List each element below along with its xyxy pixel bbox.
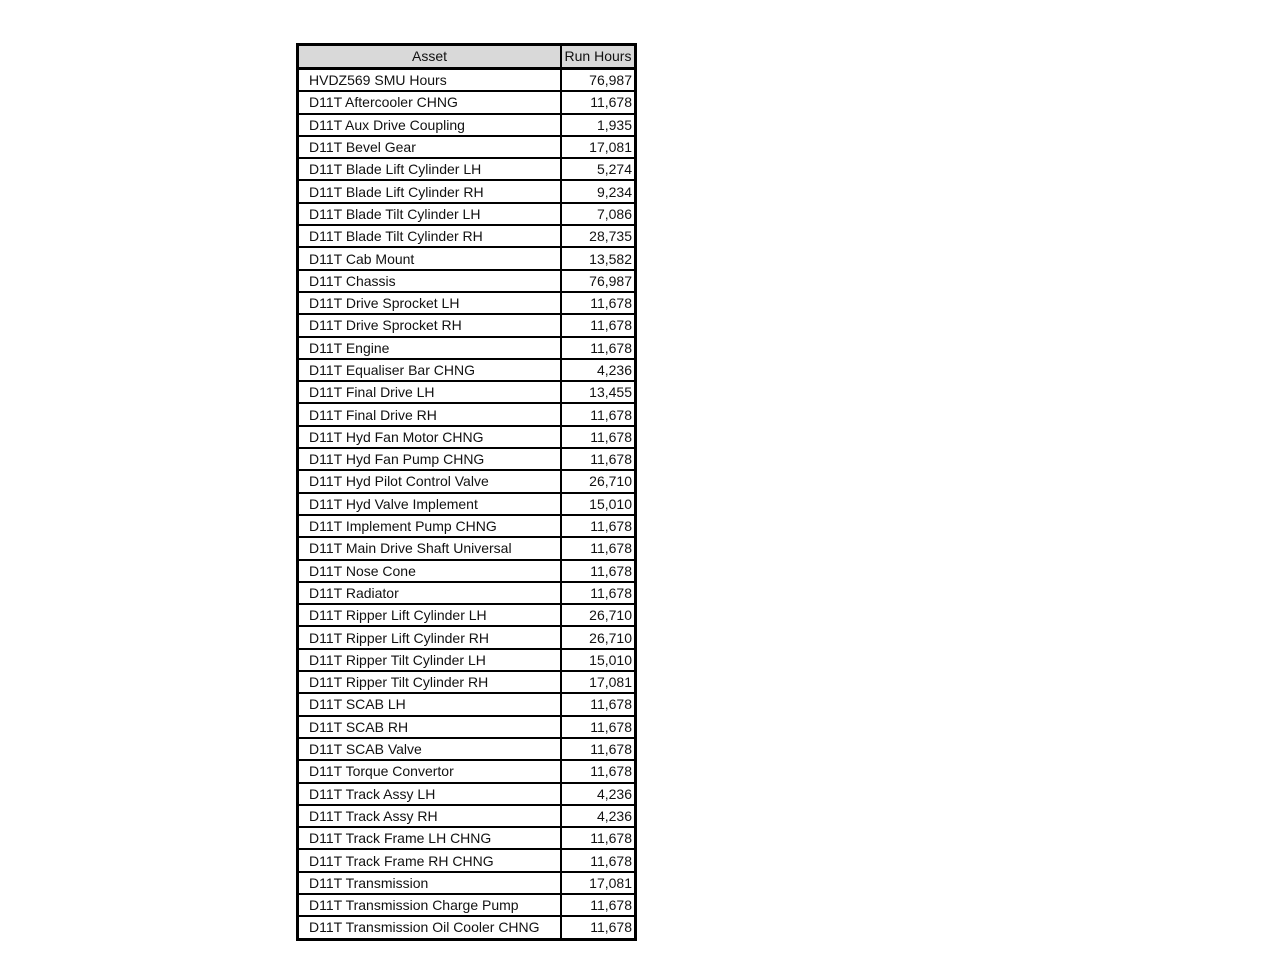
table-row xyxy=(299,470,634,492)
table-row xyxy=(299,270,634,292)
asset-cell: D11T SCAB Valve xyxy=(299,738,561,760)
run-hours-cell: 11,678 xyxy=(561,738,634,760)
asset-cell: D11T Chassis xyxy=(299,270,561,292)
run-hours-cell: 7,086 xyxy=(561,203,634,225)
run-hours-cell: 13,582 xyxy=(561,247,634,269)
table-row xyxy=(299,671,634,693)
run-hours-cell: 26,710 xyxy=(561,470,634,492)
table-row xyxy=(299,381,634,403)
asset-cell: D11T Final Drive LH xyxy=(299,381,561,403)
asset-cell: D11T Blade Lift Cylinder LH xyxy=(299,158,561,180)
run-hours-cell: 11,678 xyxy=(561,91,634,113)
run-hours-cell: 11,678 xyxy=(561,760,634,782)
asset-cell: D11T Final Drive RH xyxy=(299,403,561,425)
asset-cell: D11T Drive Sprocket RH xyxy=(299,314,561,336)
table-row xyxy=(299,693,634,715)
run-hours-cell: 5,274 xyxy=(561,158,634,180)
table-row xyxy=(299,448,634,470)
table-row xyxy=(299,738,634,760)
table-row xyxy=(299,426,634,448)
asset-cell: D11T Aux Drive Coupling xyxy=(299,114,561,136)
run-hours-cell: 4,236 xyxy=(561,359,634,381)
run-hours-cell: 1,935 xyxy=(561,114,634,136)
table-row xyxy=(299,582,634,604)
table-row xyxy=(299,493,634,515)
table-row xyxy=(299,114,634,136)
asset-cell: D11T Main Drive Shaft Universal xyxy=(299,537,561,559)
table-row xyxy=(299,916,634,937)
run-hours-cell: 11,678 xyxy=(561,314,634,336)
asset-cell: D11T Hyd Fan Motor CHNG xyxy=(299,426,561,448)
table-row xyxy=(299,69,634,92)
table-row xyxy=(299,515,634,537)
asset-column-header: Asset xyxy=(299,46,561,69)
asset-cell: D11T Ripper Tilt Cylinder RH xyxy=(299,671,561,693)
run-hours-cell: 11,678 xyxy=(561,448,634,470)
asset-cell: D11T Engine xyxy=(299,337,561,359)
table-row xyxy=(299,872,634,894)
table-row xyxy=(299,91,634,113)
table-row xyxy=(299,225,634,247)
asset-cell: D11T Hyd Pilot Control Valve xyxy=(299,470,561,492)
run-hours-cell: 76,987 xyxy=(589,72,632,89)
asset-cell: D11T Blade Lift Cylinder RH xyxy=(299,180,561,202)
asset-cell: D11T Equaliser Bar CHNG xyxy=(299,359,561,381)
table-row xyxy=(299,604,634,626)
asset-cell: D11T Ripper Lift Cylinder RH xyxy=(299,626,561,648)
run-hours-cell: 11,678 xyxy=(561,894,634,916)
asset-cell: D11T Ripper Lift Cylinder LH xyxy=(299,604,561,626)
run-hours-cell: 11,678 xyxy=(561,582,634,604)
asset-cell: D11T Implement Pump CHNG xyxy=(299,515,561,537)
run-hours-table-container xyxy=(296,43,637,941)
table-row xyxy=(299,337,634,359)
run-hours-cell: 11,678 xyxy=(561,716,634,738)
table-row xyxy=(299,783,634,805)
run-hours-cell: 11,678 xyxy=(561,849,634,871)
table-row xyxy=(299,894,634,916)
run-hours-cell: 26,710 xyxy=(561,604,634,626)
table-row xyxy=(299,292,634,314)
run-hours-cell: 28,735 xyxy=(561,225,634,247)
asset-cell: D11T Bevel Gear xyxy=(299,136,561,158)
asset-cell: D11T Drive Sprocket LH xyxy=(299,292,561,314)
table-row xyxy=(299,180,634,202)
run-hours-cell: 11,678 xyxy=(561,916,634,937)
run-hours-cell: 11,678 xyxy=(561,403,634,425)
run-hours-cell: 11,678 xyxy=(561,827,634,849)
asset-cell: D11T Transmission Oil Cooler CHNG xyxy=(299,916,561,937)
table-row xyxy=(299,827,634,849)
asset-cell: D11T Aftercooler CHNG xyxy=(299,91,561,113)
asset-cell: D11T Ripper Tilt Cylinder LH xyxy=(299,649,561,671)
asset-cell: D11T Transmission xyxy=(299,872,561,894)
table-row xyxy=(299,626,634,648)
table-row xyxy=(299,537,634,559)
asset-cell: D11T Track Frame LH CHNG xyxy=(299,827,561,849)
asset-cell: D11T Blade Tilt Cylinder RH xyxy=(299,225,561,247)
table-row xyxy=(299,560,634,582)
table-row xyxy=(299,136,634,158)
asset-cell: D11T Hyd Valve Implement xyxy=(299,493,561,515)
asset-cell: D11T Cab Mount xyxy=(299,247,561,269)
run-hours-table xyxy=(299,46,634,938)
table-row xyxy=(299,247,634,269)
run-hours-cell: 15,010 xyxy=(561,649,634,671)
run-hours-cell: 11,678 xyxy=(561,560,634,582)
table-row xyxy=(299,158,634,180)
table-row xyxy=(299,403,634,425)
asset-cell: D11T Track Assy LH xyxy=(299,783,561,805)
run-hours-cell: 76,987 xyxy=(561,270,634,292)
table-row xyxy=(299,203,634,225)
run-hours-column-header: Run Hours xyxy=(561,46,634,69)
asset-cell: D11T Hyd Fan Pump CHNG xyxy=(299,448,561,470)
run-hours-cell: 15,010 xyxy=(561,493,634,515)
asset-cell: D11T Transmission Charge Pump xyxy=(299,894,561,916)
table-row xyxy=(299,805,634,827)
table-row xyxy=(299,314,634,336)
table-row xyxy=(299,849,634,871)
run-hours-cell: 11,678 xyxy=(561,537,634,559)
run-hours-cell: 17,081 xyxy=(561,872,634,894)
asset-cell: D11T Nose Cone xyxy=(299,560,561,582)
asset-cell: D11T Blade Tilt Cylinder LH xyxy=(299,203,561,225)
run-hours-cell: 4,236 xyxy=(561,805,634,827)
run-hours-cell: 26,710 xyxy=(561,626,634,648)
asset-cell: D11T Radiator xyxy=(299,582,561,604)
asset-cell: HVDZ569 SMU Hours xyxy=(299,69,561,92)
header-row xyxy=(299,46,634,69)
table-row xyxy=(299,760,634,782)
run-hours-cell: 9,234 xyxy=(561,180,634,202)
table-row xyxy=(299,716,634,738)
asset-cell: D11T Track Assy RH xyxy=(299,805,561,827)
run-hours-cell: 11,678 xyxy=(561,693,634,715)
table-row xyxy=(299,649,634,671)
run-hours-cell: 17,081 xyxy=(561,671,634,693)
table-row xyxy=(299,359,634,381)
run-hours-cell: 11,678 xyxy=(561,337,634,359)
run-hours-cell: 4,236 xyxy=(561,783,634,805)
asset-cell: D11T SCAB LH xyxy=(299,693,561,715)
asset-cell: D11T SCAB RH xyxy=(299,716,561,738)
run-hours-cell: 11,678 xyxy=(561,292,634,314)
asset-cell: D11T Torque Convertor xyxy=(299,760,561,782)
run-hours-cell: 11,678 xyxy=(561,426,634,448)
run-hours-cell: 17,081 xyxy=(561,136,634,158)
asset-cell: D11T Track Frame RH CHNG xyxy=(299,849,561,871)
run-hours-cell: 11,678 xyxy=(561,515,634,537)
run-hours-cell: 13,455 xyxy=(561,381,634,403)
